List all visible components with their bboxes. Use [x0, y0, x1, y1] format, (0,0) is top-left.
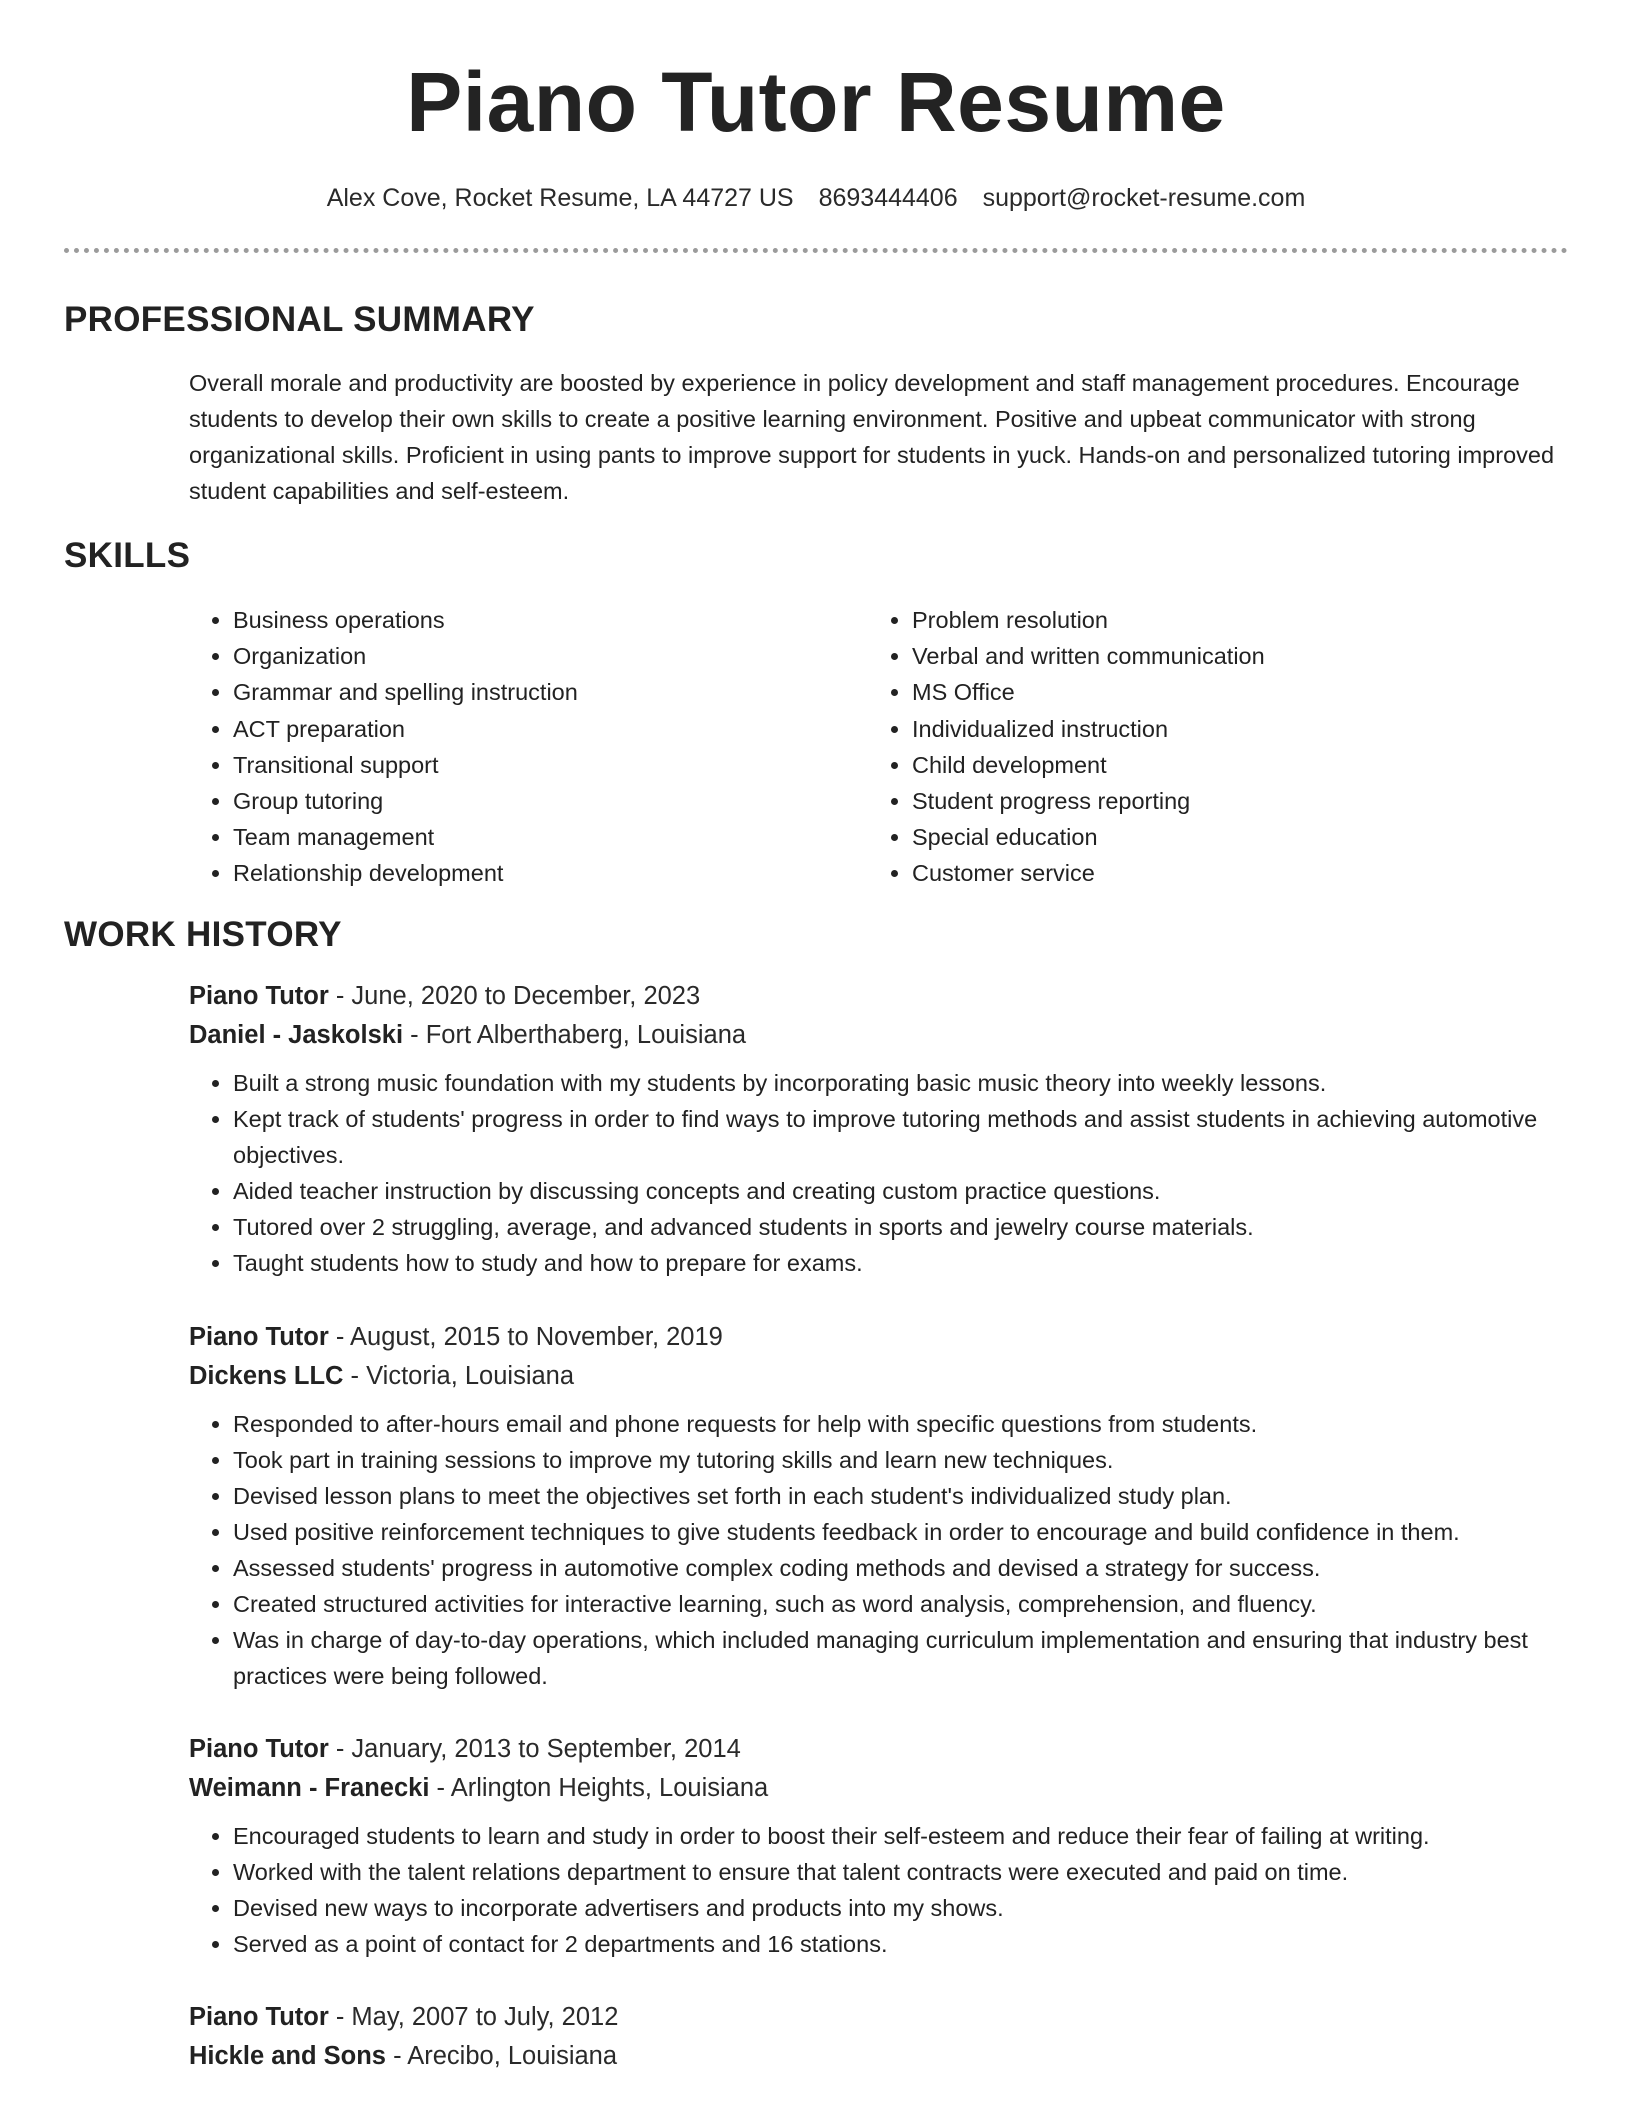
skills-column-right [868, 602, 1552, 892]
job-duty: • Built a strong music foundation with my students by incorporating basic music theory into weekly lessons. [233, 1065, 1569, 1101]
skill-item: • Organization [233, 638, 833, 674]
skill-item: • Business operations [233, 602, 833, 638]
job-company-line [189, 1016, 1569, 1055]
job-company: Hickle and Sons [189, 2042, 386, 2070]
job-entry [189, 1318, 1569, 1694]
job-company: Daniel - Jaskolski [189, 1021, 404, 1049]
job-entry [189, 1730, 1569, 1962]
job-duty: • Devised new ways to incorporate advertisers and products into my shows. [233, 1890, 1569, 1926]
job-duty: • Encouraged students to learn and study in order to boost their self-esteem and reduce their fear of failing at writing. [233, 1818, 1569, 1854]
job-company-line [189, 2037, 1569, 2076]
skill-item: • Transitional support [233, 747, 833, 783]
job-duty: • Devised lesson plans to meet the objectives set forth in each student's individualized study plan. [233, 1478, 1569, 1514]
job-duty: • Assessed students' progress in automotive complex coding methods and devised a strategy for success. [233, 1550, 1569, 1586]
contact-phone: 8693444406 [818, 184, 958, 212]
job-duty: • Kept track of students' progress in order to find ways to improve tutoring methods and assist students in achieving automotive objectives. [233, 1101, 1569, 1173]
skill-item: • MS Office [912, 674, 1552, 710]
job-title: Piano Tutor [189, 2003, 329, 2031]
job-duties [189, 1406, 1569, 1694]
job-location: - Arlington Heights, Louisiana [429, 1774, 769, 1802]
job-duty: • Responded to after-hours email and phone requests for help with specific questions from students. [233, 1406, 1569, 1442]
skill-item: • Student progress reporting [912, 783, 1552, 819]
skill-item: • Relationship development [233, 855, 833, 891]
skill-item: • Problem resolution [912, 602, 1552, 638]
job-duty: • Was in charge of day-to-day operations, which included managing curriculum implementation and ensuring that industry best practices were being followed. [233, 1622, 1569, 1694]
job-dates: - June, 2020 to December, 2023 [328, 982, 701, 1010]
skill-item: • ACT preparation [233, 711, 833, 747]
work-history-heading: WORK HISTORY [64, 915, 342, 954]
summary-text: Overall morale and productivity are boosted by experience in policy development and staff management procedures. Encourage students to develop their own skills to create a positive learning environment. Positive and upbeat communicator with strong organizational skills. Proficient in using pants to improve support for students in yuck. Hands-on and personalized tutoring improved student capabilities and self-esteem. [189, 370, 1555, 504]
skill-item: • Grammar and spelling instruction [233, 674, 833, 710]
job-duty: • Tutored over 2 struggling, average, and advanced students in sports and jewelry course materials. [233, 1209, 1569, 1245]
job-company: Weimann - Franecki [189, 1774, 430, 1802]
job-company-line [189, 1357, 1569, 1396]
skill-item: • Customer service [912, 855, 1552, 891]
job-dates: - January, 2013 to September, 2014 [328, 1735, 741, 1763]
job-company: Dickens LLC [189, 1362, 344, 1390]
contact-email: support@rocket-resume.com [982, 184, 1306, 212]
header-divider [64, 248, 1568, 253]
job-duty: • Took part in training sessions to improve my tutoring skills and learn new techniques. [233, 1442, 1569, 1478]
job-duty: • Used positive reinforcement techniques to give students feedback in order to encourage and build confidence in them. [233, 1514, 1569, 1550]
job-dates: - May, 2007 to July, 2012 [328, 2003, 619, 2031]
skills-heading: SKILLS [64, 536, 191, 575]
skill-item: • Special education [912, 819, 1552, 855]
job-duty: • Worked with the talent relations department to ensure that talent contracts were executed and paid on time. [233, 1854, 1569, 1890]
job-title: Piano Tutor [189, 982, 329, 1010]
job-dates: - August, 2015 to November, 2019 [328, 1323, 723, 1351]
job-duties [189, 1065, 1569, 1281]
job-location: - Arecibo, Louisiana [385, 2042, 618, 2070]
job-company-line [189, 1769, 1569, 1808]
page-title: Piano Tutor Resume [406, 55, 1226, 149]
skill-item: • Group tutoring [233, 783, 833, 819]
skill-item: • Individualized instruction [912, 711, 1552, 747]
contact-address: Alex Cove, Rocket Resume, LA 44727 US [326, 184, 794, 212]
job-location: - Victoria, Louisiana [343, 1362, 575, 1390]
skill-item: • Verbal and written communication [912, 638, 1552, 674]
job-location: - Fort Alberthaberg, Louisiana [403, 1021, 747, 1049]
job-entry [189, 977, 1569, 1281]
job-duty: • Aided teacher instruction by discussing concepts and creating custom practice questions. [233, 1173, 1569, 1209]
job-title-line [189, 1730, 1569, 1769]
job-duty: • Created structured activities for interactive learning, such as word analysis, comprehension, and fluency. [233, 1586, 1569, 1622]
job-title-line [189, 1998, 1569, 2037]
skills-column-left [189, 602, 833, 892]
job-title-line [189, 977, 1569, 1016]
summary-heading: PROFESSIONAL SUMMARY [64, 300, 535, 339]
contact-info [0, 178, 1632, 218]
skill-item: • Team management [233, 819, 833, 855]
job-title: Piano Tutor [189, 1323, 329, 1351]
job-duty: • Taught students how to study and how to prepare for exams. [233, 1245, 1569, 1281]
job-title-line [189, 1318, 1569, 1357]
job-duties [189, 1818, 1569, 1962]
job-title: Piano Tutor [189, 1735, 329, 1763]
job-duty: • Served as a point of contact for 2 departments and 16 stations. [233, 1926, 1569, 1962]
skill-item: • Child development [912, 747, 1552, 783]
job-entry [189, 1998, 1569, 2076]
